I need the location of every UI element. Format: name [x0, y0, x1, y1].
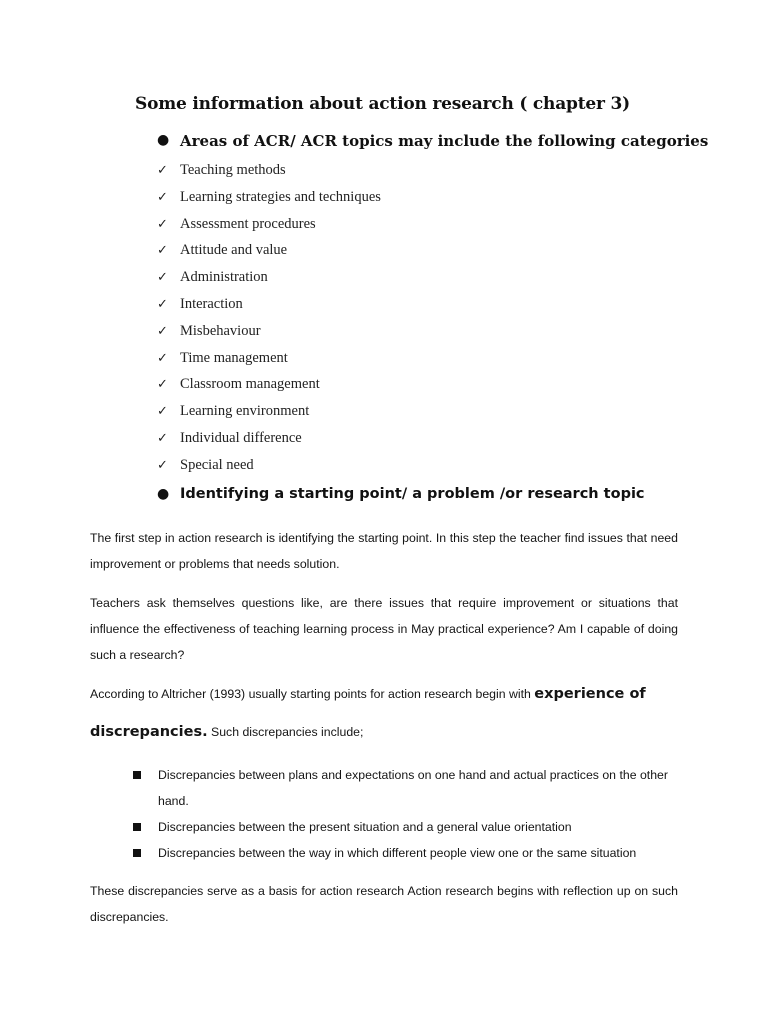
category-label: Classroom management [180, 376, 320, 393]
square-bullet-icon [133, 849, 141, 857]
emphasis-text: experience of [534, 686, 646, 703]
section-heading-text: Areas of ACR/ ACR topics may include the following categories [180, 132, 709, 150]
section-heading-text: Identifying a starting point/ a problem /or research topic [180, 486, 645, 502]
discrepancy-text: Discrepancies between the way in which different people view one or the same situation [158, 846, 637, 860]
bullet-icon: ● [157, 132, 170, 148]
checkmark-icon: ✓ [157, 216, 168, 232]
list-item [133, 840, 673, 866]
paragraph-first-step: The first step in action research is identifying the starting point. In this step the teacher find issues that need improvement or problems that needs solution. [90, 531, 678, 572]
emphasis-text: discrepancies. [90, 724, 208, 741]
checkmark-icon: ✓ [157, 430, 168, 446]
checkmark-icon: ✓ [157, 296, 168, 312]
list-item [133, 762, 673, 814]
checkmark-icon: ✓ [157, 457, 168, 473]
category-label: Time management [180, 349, 288, 366]
page-title: Some information about action research ( chapter 3) [135, 94, 630, 114]
category-label: Attitude and value [180, 242, 288, 259]
square-bullet-icon [133, 823, 141, 831]
category-label: Special need [180, 456, 254, 473]
checkmark-icon: ✓ [157, 163, 168, 178]
checkmark-icon: ✓ [157, 243, 168, 259]
paragraph-teacher-questions: Teachers ask themselves questions like, are there issues that require improvement or situations that influence the effectiveness of teaching learning process in May practical experience? Am I capable of doing such a research? [90, 596, 678, 663]
bullet-icon: ● [157, 486, 170, 502]
discrepancy-list [133, 762, 673, 866]
checkmark-icon: ✓ [157, 350, 168, 366]
paragraph-conclusion: These discrepancies serve as a basis for action research Action research begins with reflection up on such discrepancies. [90, 884, 678, 925]
checkmark-icon: ✓ [157, 270, 168, 286]
category-label: Misbehaviour [180, 322, 261, 339]
category-label: Learning environment [180, 403, 310, 420]
checkmark-icon: ✓ [157, 323, 168, 339]
square-bullet-icon [133, 771, 141, 779]
category-label: Teaching methods [180, 162, 286, 178]
category-label: Interaction [180, 295, 243, 312]
discrepancy-text: Discrepancies between the present situation and a general value orientation [158, 820, 572, 834]
checkmark-icon: ✓ [157, 189, 168, 205]
paragraph-text: According to Altricher (1993) usually starting points for action research begin with [90, 687, 535, 702]
checkmark-icon: ✓ [157, 377, 168, 393]
checkmark-icon: ✓ [157, 404, 168, 420]
category-label: Individual difference [180, 429, 302, 446]
category-label: Learning strategies and techniques [180, 188, 381, 205]
discrepancy-text: Discrepancies between plans and expectations on one hand and actual practices on the other hand. [158, 768, 668, 808]
paragraph-altricher [90, 684, 690, 742]
paragraph-text: Such discrepancies include; [207, 725, 364, 740]
category-label: Assessment procedures [180, 215, 316, 232]
category-label: Administration [180, 269, 268, 286]
list-item [133, 814, 673, 840]
